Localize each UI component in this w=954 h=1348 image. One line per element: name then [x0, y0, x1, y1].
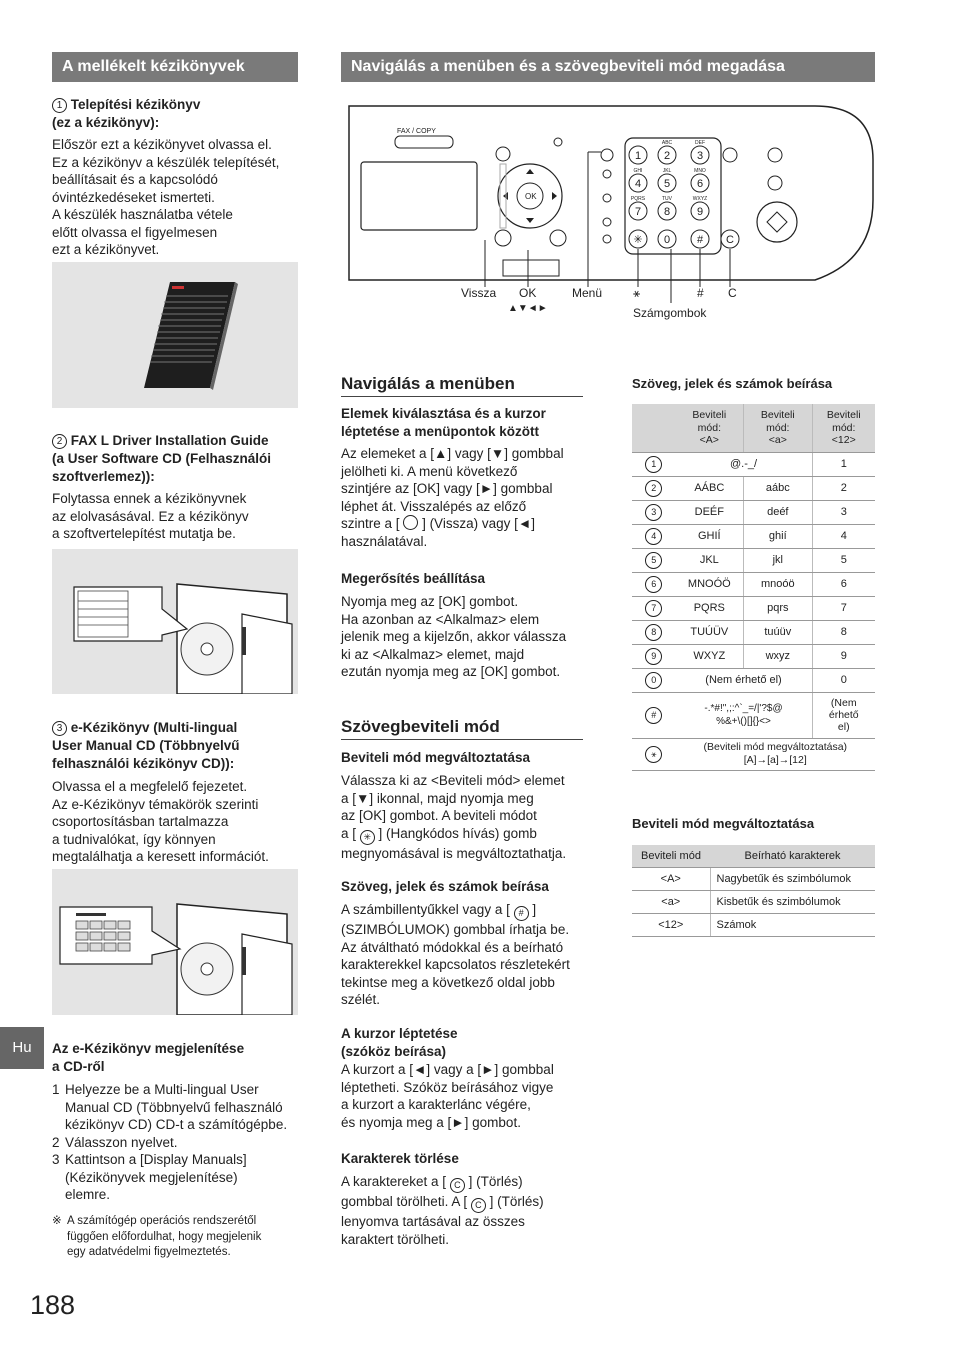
mode-table: Beviteli mód Beírható karakterek <A> Nagybetűk és szimbólumok <a> Kisbetűk és szimbólumok <12> Számok — [632, 845, 875, 937]
svg-text:ABC: ABC — [661, 140, 673, 146]
label-hash: # — [697, 286, 704, 300]
back-key-icon — [403, 515, 418, 530]
svg-text:4: 4 — [634, 178, 642, 190]
svg-text:DEF: DEF — [695, 140, 705, 146]
table-row: 5 JKL jkl 5 — [632, 548, 875, 572]
nav-sub2: Megerősítés beállítása — [341, 571, 486, 586]
page-number: 188 — [30, 1290, 76, 1320]
nav-section-title: Navigálás a menüben — [341, 374, 583, 397]
svg-text:TUV: TUV — [662, 196, 672, 202]
text-sub4: Karakterek törlése — [341, 1151, 459, 1166]
table-row: # -.*#!",;:^`_=/|'?$@ %&+\()[]{}<> (Nem érhető el) — [632, 692, 875, 738]
table-row: 7 PQRS pqrs 7 — [632, 596, 875, 620]
e-manual-image — [52, 869, 298, 1015]
label-numkeys: Számgombok — [633, 306, 707, 320]
svg-text:#: # — [696, 234, 704, 246]
text-sub2: Szöveg, jelek és számok beírása — [341, 879, 549, 894]
table-row: 8 TUÚÜV tuúüv 8 — [632, 620, 875, 644]
svg-text:✳: ✳ — [633, 234, 643, 246]
table-row: <a> Kisbetűk és szimbólumok — [632, 891, 875, 914]
clear-key-icon: C — [450, 1178, 465, 1193]
table-row: 2 AÁBC aábc 2 — [632, 476, 875, 500]
item1-title: 1 Telepítési kézikönyv (ez a kézikönyv): — [52, 97, 201, 130]
item2-title: 2 FAX L Driver Installation Guide (a User Software CD (Felhasználói szoftverlemez)): — [52, 433, 272, 484]
navigation-header: Navigálás a menüben és a szövegbeviteli mód megadása — [341, 52, 875, 82]
table-row: ⚹ (Beviteli mód megváltoztatása) [A]→[a]→[12] — [632, 738, 875, 770]
svg-text:GHI: GHI — [633, 168, 643, 174]
svg-text:0: 0 — [663, 234, 671, 246]
svg-text:5: 5 — [663, 178, 671, 190]
table-row: 9 WXYZ wxyz 9 — [632, 644, 875, 668]
mode-table-title: Beviteli mód megváltoztatása — [632, 816, 815, 831]
svg-text:PQRS: PQRS — [630, 196, 646, 202]
item1-text: Először ezt a kézikönyvet olvassa el. Ez a kézikönyv a készülék telepítését, beállításait és a kapcsolódó óvintézkedéseket ismerteti. A készülék használatba vétele előtt olvassa el figyelmesen ezt a kézikönyvet. — [52, 137, 280, 257]
label-star: ⚹ — [633, 286, 641, 300]
label-menu: Menü — [572, 286, 603, 300]
tone-key-icon: ✳ — [360, 830, 375, 845]
text-p3: A kurzort a [◄] vagy a [►] gombbal léptetheti. Szóköz beírásához vigye a kurzort a karakterlánc végére, és nyomja meg a [►] gombot. — [341, 1062, 554, 1130]
nav-p1: Az elemeket a [▲] vagy [▼] gombbal jelölheti ki. A menü következő szintjére az [OK] vagy [►] gombbal léphet át. Visszalépés az előző szintre a [ ] (Vissza) vagy [◄] használatával. — [341, 446, 564, 549]
manual-booklet-image — [52, 262, 298, 408]
text-p2: A számbillentyűkkel vagy a [ # ] (SZIMBÓLUMOK) gombbal írhatja be. Az átváltható módokkal és a beírható karakterekkel kapcsolatos részletekért tekintse meg a következő oldal jobb szélét. — [341, 902, 570, 1007]
table-row: 4 GHIÍ ghií 4 — [632, 524, 875, 548]
svg-text:7: 7 — [634, 206, 642, 218]
label-vissza: Vissza — [461, 286, 497, 300]
hash-key-icon: # — [514, 906, 529, 921]
svg-text:6: 6 — [696, 178, 704, 190]
fax-copy-label: FAX / COPY — [397, 128, 436, 135]
text-p4: A karaktereket a [ C ] (Törlés) gombbal törölheti. A [ C ] (Törlés) lenyomva tartásával az összes karaktert törölheti. — [341, 1174, 544, 1247]
char-table-title: Szöveg, jelek és számok beírása — [632, 376, 833, 391]
svg-text:JKL: JKL — [662, 168, 672, 174]
char-table: Beviteli mód: <A> Beviteli mód: <a> Beviteli mód: <12> 1 @.-_/ 1 2 AÁBC aábc 2 3 DEÉF deéf 3 4 GHIÍ ghií 4 5 JKL jkl 5 6 MNOÓÖ mnoóö 6 7 PQRS pqrs 7 8 TUÚÜV tuúüv 8 9 WXYZ wxyz 9 0 (Nem érhető el) 0 # -.*#!",;:^`_=/|'?$@ %&+\()[]{}<> (Nem érhető el) ⚹ (Beviteli mód megváltoztatása) [A]→[a]→[12] — [632, 404, 875, 771]
svg-text:MNO: MNO — [694, 168, 706, 174]
item3-text: Olvassa el a megfelelő fejezetet. Az e-Kézikönyv témakörök szerinti csoportosításban tartalmazza a tudnivalókat, így könnyen megtalálhatja a keresett információt. — [52, 779, 269, 864]
table-row: <A> Nagybetűk és szimbólumok — [632, 868, 875, 891]
text-p1: Válassza ki az <Beviteli mód> elemet a [▼] ikonnal, majd nyomja meg az [OK] gombot. A beviteli módot a [ ✳ ] (Hangkódos hívás) gomb megnyomásával is megváltoztathatja. — [341, 773, 567, 861]
text-sub3: A kurzor léptetése (szóköz beírása) — [341, 1026, 458, 1059]
language-tab: Hu — [0, 1027, 44, 1069]
label-c: C — [728, 286, 737, 300]
item3-title: 3 e-Kézikönyv (Multi-lingual User Manual CD (Többnyelvű felhasználói kézikönyv CD)): — [52, 720, 240, 771]
nav-sub1: Elemek kiválasztása és a kurzor léptetése a menüpontok között — [341, 406, 546, 439]
label-arrows: ▲▼◄► — [508, 303, 548, 314]
svg-text:1: 1 — [634, 150, 642, 162]
table-row: <12> Számok — [632, 914, 875, 937]
svg-text:2: 2 — [663, 150, 671, 162]
svg-text:WXYZ: WXYZ — [692, 196, 708, 202]
svg-text:3: 3 — [696, 150, 704, 162]
ok-key-label: OK — [525, 192, 537, 201]
manuals-header: A mellékelt kézikönyvek — [52, 52, 298, 82]
label-ok: OK — [519, 286, 537, 300]
svg-text:8: 8 — [663, 206, 671, 218]
text-sub1: Beviteli mód megváltoztatása — [341, 750, 531, 765]
table-row: 1 @.-_/ 1 — [632, 452, 875, 476]
table-row: 6 MNOÓÖ mnoóö 6 — [632, 572, 875, 596]
table-row: 3 DEÉF deéf 3 — [632, 500, 875, 524]
table-row: 0 (Nem érhető el) 0 — [632, 668, 875, 692]
ecd-title: Az e-Kézikönyv megjelenítése a CD-ről — [52, 1041, 245, 1074]
ecd-steps: 1 Helyezze be a Multi-lingual User Manual CD (Többnyelvű felhasználó kézikönyv CD) CD-t a számítógépbe. 2 Válasszon nyelvet. 3 Kattintson a [Display Manuals] (Kézikönyvek megjelenítése) elemre. — [52, 1082, 288, 1202]
clear-key-icon: C — [471, 1198, 486, 1213]
item2-text: Folytassa ennek a kézikönyvnek az elolvasásával. Ez a kézikönyv a szoftvertelepítést mutatja be. — [52, 491, 249, 541]
driver-guide-image — [52, 549, 298, 694]
svg-text:C: C — [726, 234, 734, 246]
control-panel-diagram — [345, 100, 875, 330]
svg-text:9: 9 — [696, 206, 704, 218]
nav-p2: Nyomja meg az [OK] gombot. Ha azonban az <Alkalmaz> elem jelenik meg a kijelzőn, akkor válassza ki az <Alkalmaz> elemet, majd ezután nyomja meg az [OK] gombot. — [341, 594, 567, 679]
text-section-title: Szövegbeviteli mód — [341, 717, 583, 740]
ecd-note: ※ A számítógép operációs rendszerétől függően előfordulhat, hogy megjelenik egy adatvédelmi figyelmeztetés. — [52, 1215, 262, 1258]
